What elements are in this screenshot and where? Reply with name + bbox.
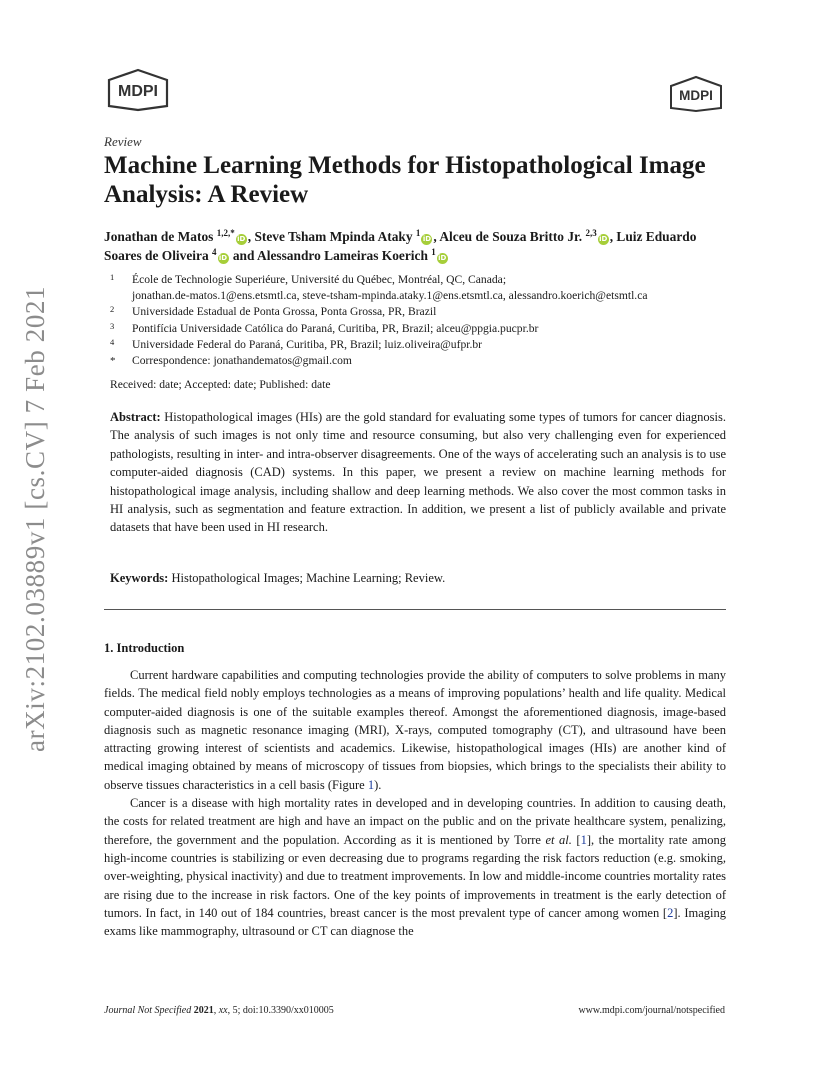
- journal-doi: , 5; doi:10.3390/xx010005: [227, 1005, 334, 1016]
- author-affiliation-mark: 1: [415, 228, 421, 238]
- mdpi-logo-mark-icon: [103, 66, 173, 114]
- paragraph-text: ], the mortality rate among high-income countries is stabilizing or even decreasing due to programs regarding the risk factors reduction (e.g. smoking, over-weighting, physical inactivity) and due to treatment improvements. In low and middle-income countries mortality rates are rising due to the increase in risk factors. One of the key points of improvements in treatment is the early detection of tumors. In fact, in 140 out of 184 countries, breast cancer is the most prevalent type of cancer among women [: [104, 832, 727, 920]
- citation-link[interactable]: 1: [580, 832, 587, 847]
- arxiv-identifier-stamp: arXiv:2102.03889v1 [cs.CV] 7 Feb 2021: [20, 285, 50, 752]
- author-name: Luiz Eduardo Soares de Oliveira: [104, 229, 697, 263]
- author-name: Jonathan de Matos: [104, 229, 214, 244]
- author-name: Alessandro Lameiras Koerich: [257, 248, 428, 263]
- orcid-icon[interactable]: iD: [422, 235, 432, 243]
- author-list: Jonathan de Matos $^{1,2,*}$iD , Steve Tsham Mpinda Ataky $^1$iD , Alceu de Souza Britto Jr. $^{2,3}$iD , Luiz Eduardo Soares de Oliveira $^4$iD and Alessandro Lameiras Koerich $^1$iD: [104, 228, 697, 263]
- author-name: Alceu de Souza Britto Jr.: [439, 229, 583, 244]
- keywords-label: Keywords:: [110, 571, 169, 585]
- journal-name: Journal Not Specified: [104, 1005, 192, 1016]
- footer-citation: Journal Not Specified 2021, xx, 5; doi:10.3390/xx010005: [104, 1005, 334, 1016]
- article-title: Machine Learning Methods for Histopathological Image Analysis: A Review: [104, 152, 706, 208]
- paragraph-text: Cancer is a disease with high mortality rates in developed and in developing countries. In addition to causing death, the costs for related treatment are high and have an impact on the public and on the private healthcare system, penalizing, therefore, the government and the population. According as it is mentioned by Torre: [104, 796, 726, 847]
- abstract-label: Abstract:: [110, 410, 161, 424]
- affiliation-item: [110, 272, 730, 304]
- affiliation-text: Universidade Estadual de Ponta Grossa, Ponta Grossa, PR, Brazil: [132, 305, 437, 319]
- mdpi-logo-text: MDPI: [118, 83, 158, 100]
- mdpi-logo-left: [103, 66, 173, 114]
- footer-url[interactable]: www.mdpi.com/journal/notspecified: [578, 1005, 725, 1016]
- affiliation-mark: 3: [110, 320, 115, 331]
- section-heading: 1. Introduction: [104, 641, 185, 655]
- orcid-icon[interactable]: iD: [237, 235, 246, 243]
- et-al-text: et al.: [545, 832, 572, 847]
- affiliation-text: Pontifícia Universidade Católica do Paraná, Curitiba, PR, Brazil; alceu@ppgia.pucpr.br: [132, 321, 539, 335]
- affiliation-item: [110, 304, 730, 320]
- paragraph-text: [: [571, 832, 581, 847]
- abstract-text: Histopathological images (HIs) are the gold standard for evaluating some types of tumors for cancer diagnosis. The analysis of such images is not only time and resource consuming, but also very challenging even for experienced pathologists, resulting in inter- and intra-observer disagreements. One of the ways of accelerating such an analysis is to use computer-aided diagnosis (CAD) systems. In this paper, we present a review on machine learning methods for histopathological image analysis, including shallow and deep learning methods. We also cover the most common tasks in HI analysis, such as segmentation and feature extraction. In addition, we present a list of publicly available and private datasets that have been used in HI research.: [110, 410, 726, 535]
- affiliation-text: Universidade Federal do Paraná, Curitiba, PR, Brazil; luiz.oliveira@ufpr.br: [132, 337, 483, 351]
- correspondence-mark: *: [110, 355, 116, 368]
- author-affiliation-mark: 1: [431, 247, 436, 257]
- section-divider: [104, 609, 726, 610]
- affiliation-emails: jonathan.de-matos.1@ens.etsmtl.ca, steve-tsham-mpinda.ataky.1@ens.etsmtl.ca, alessandro.koerich@etsmtl.ca: [132, 289, 648, 303]
- paragraph-text: ).: [374, 777, 382, 792]
- abstract: [110, 408, 726, 537]
- mdpi-logo-mark-icon: [666, 74, 726, 114]
- article-type-label: Review: [104, 134, 142, 149]
- publication-dates: Received: date; Accepted: date; Published: date: [110, 378, 331, 391]
- affiliations-list: [110, 272, 730, 369]
- affiliation-text: École de Technologie Superiéure, Université du Québec, Montréal, QC, Canada;: [132, 273, 507, 286]
- citation-link[interactable]: 2: [667, 905, 674, 920]
- orcid-icon[interactable]: iD: [218, 254, 228, 262]
- paragraph-text: ]. Imaging exams like mammography, ultrasound or CT can diagnose the: [104, 905, 727, 939]
- paragraph: [104, 794, 726, 940]
- journal-volume: xx: [218, 1005, 228, 1016]
- affiliation-mark: 1: [110, 272, 115, 282]
- correspondence-text: Correspondence: jonathandematos@gmail.com: [132, 354, 352, 368]
- author-affiliation-mark: 4: [212, 247, 217, 257]
- keywords: [110, 571, 726, 586]
- orcid-icon[interactable]: iD: [599, 235, 608, 243]
- author-affiliation-mark: 2,3: [585, 228, 597, 238]
- paragraph-text: Current hardware capabilities and computing technologies provide the ability of computers to solve problems in many fields. The medical field nobly employs technologies as a means of improving populations’ health and life quality. Medical computer-aided diagnosis is one of the suitable examples thereof. Amongst the aforementioned diagnosis, image-based diagnosis such as magnetic resonance imaging (MRI), X-rays, computed tomography (CT), and ultrasound have been attracting growing interest of scientists and academics. Likewise, histopathological images (HIs) are another kind of medical imaging obtained by means of microscopy of tissues from biopsies, which brings to the specialists their ability to observe tissues characteristics in a cell basis (Figure: [104, 668, 726, 792]
- journal-year: 2021: [193, 1005, 214, 1016]
- mdpi-logo-right: [666, 74, 726, 114]
- body-text: [104, 666, 726, 940]
- affiliation-mark: 4: [110, 336, 115, 347]
- affiliation-item: [110, 321, 730, 337]
- affiliation-item: [110, 353, 730, 369]
- orcid-icon[interactable]: iD: [438, 254, 447, 262]
- keywords-text: Histopathological Images; Machine Learning; Review.: [171, 571, 446, 585]
- figure-reference-link[interactable]: 1: [367, 777, 375, 792]
- author-name: Steve Tsham Mpinda Ataky: [254, 229, 413, 244]
- author-affiliation-mark: 1,2,*: [216, 228, 235, 238]
- mdpi-logo-text: MDPI: [679, 88, 713, 103]
- paragraph: [104, 666, 726, 794]
- affiliation-item: [110, 337, 730, 353]
- affiliation-mark: 2: [110, 304, 115, 315]
